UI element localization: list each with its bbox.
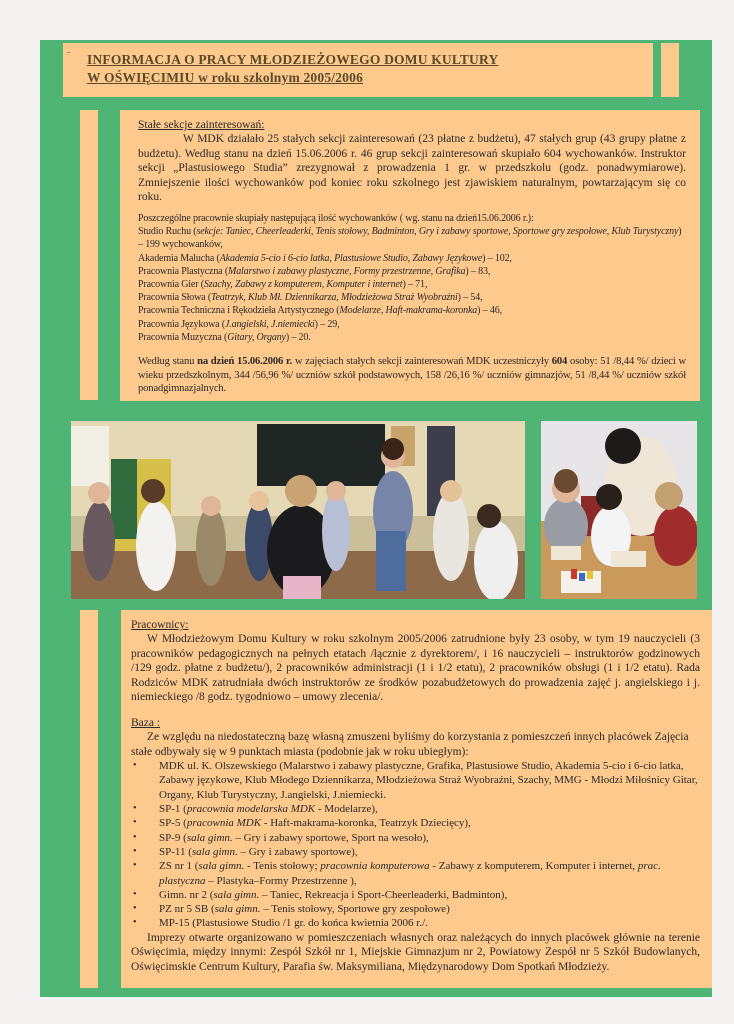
workshop-count: – 102, xyxy=(487,252,512,264)
section2-side-strip xyxy=(80,610,98,988)
location-text: PZ nr 5 SB ( xyxy=(159,903,215,916)
workshop-count: – 20. xyxy=(291,331,311,343)
location-item xyxy=(131,831,700,845)
location-item xyxy=(131,916,700,930)
workshop-count: – 54, xyxy=(463,292,483,304)
location-room: pracownia modelarska MDK xyxy=(186,803,316,816)
workshop-item: Pracownia Słowa (Teatrzyk, Klub Mł. Dziennikarza, Młodzieżowa Straż Wyobraźni) – 54, xyxy=(138,292,483,304)
workshop-count: – 46, xyxy=(482,305,502,317)
events-paragraph: Imprezy otwarte organizowano w pomieszczeniach własnych oraz należących do innych placówek głównie na terenie Oświęcimia, między innymi: Zespół Szkół nr 1, Miejskie Gimnazjum nr 2, Powiatowy Zespół nr 5 Szkół Budowlanych, Oświęcimskie Centrum Kultury, Parafia św. Maksymiliana, Międzynarodowy Dom Spotkań Młodzieży. xyxy=(131,931,700,973)
location-text: – Plastyka–Formy Przestrzenne ), xyxy=(205,874,357,887)
workshop-details: Gitary, Organy xyxy=(227,331,286,343)
location-text: – Gry i zabawy sportowe, Sport na wesoło), xyxy=(232,831,429,844)
photo-craft-table xyxy=(541,421,697,599)
summary-text: osoby: 51 /8,44 %/ dzieci w wieku przedszkolnym, 344 /56,96 %/ uczniów szkół podstawowych, 158 /26,16 %/ uczniów gimnazjów, 51 /8,44 %/ uczniów szkół ponadgimnazjalnych. xyxy=(138,356,686,395)
location-text: - Modelarze), xyxy=(315,803,378,816)
workshop-count: – 29, xyxy=(320,318,340,330)
location-room: pracownia komputerowa xyxy=(320,860,430,873)
workshop-details: Modelarze, Haft-makrama-koronka xyxy=(339,305,478,317)
workshop-name: Pracownia Muzyczna xyxy=(138,331,222,343)
location-text: - Zabawy z komputerem, Komputer i internet, xyxy=(429,860,638,873)
location-item xyxy=(131,816,700,830)
location-room: sala gimn. xyxy=(186,831,233,844)
location-item xyxy=(131,759,700,802)
workshop-details: Szachy, Zabawy z komputerem, Komputer i internet xyxy=(203,278,403,290)
location-room: sala gimn. xyxy=(191,845,238,858)
workshop-item: Pracownia Techniczna i Rękodzieła Artystycznego (Modelarze, Haft-makrama-koronka) – 46, xyxy=(138,305,502,317)
summary-date: na dzień 15.06.2006 r. xyxy=(197,356,293,367)
workshop-details: Teatrzyk, Klub Mł. Dziennikarza, Młodzieżowa Straż Wyobraźni xyxy=(211,292,458,304)
workshop-details: sekcje: Taniec, Cheerleaderki, Tenis stołowy, Badminton, Gry i zabawy sportowe, Sportowe gry zespołowe, Klub Turystyczny xyxy=(196,226,679,238)
location-text: - Haft-makrama-koronka, Teatrzyk Dziecięcy), xyxy=(261,817,471,830)
workshop-name: Pracownia Językowa xyxy=(138,318,220,330)
location-text: SP-9 ( xyxy=(159,831,187,844)
location-text: SP-11 ( xyxy=(159,845,192,858)
workshop-count: – 71, xyxy=(407,278,428,290)
section-pracownicy-baza xyxy=(121,610,712,988)
location-text: ZS nr 1 ( xyxy=(159,860,199,873)
section-title: Baza : xyxy=(131,716,161,729)
location-item xyxy=(131,888,700,902)
workshop-details: Akademia 5-cio i 6-cio latka, Plastusiowe Studio, Zabawy Językowe xyxy=(219,252,483,264)
summary-text: Według stanu xyxy=(138,356,198,367)
baza-intro: Ze względu na niedostateczną bazę własną zmuszeni byliśmy do korzystania z pomieszczeń innych placówek Zajęcia stałe odbywały się w 9 punktach miasta (podobnie jak w roku ubiegłym): xyxy=(131,730,689,758)
location-text: SP-1 ( xyxy=(159,803,187,816)
workshop-item: Pracownia Muzyczna (Gitary, Organy) – 20. xyxy=(138,331,311,343)
section-intro: W MDK działało 25 stałych sekcji zainteresowań (23 płatne z budżetu), 47 stałych grup (43 grupy płatne z budżetu). Według stanu na dzień 15.06.2006 r. 46 grup sekcji zainteresowań skupiało 604 wychowanków. Instruktor sekcji „Plastusiowego Studia” zrezygnował z prowadzenia 1 gr. w przedszkolu (godz. ponadwymiarowe). Zmniejszenie ilości wychowanków pod koniec roku szkolnego jest zjawiskiem naturalnym, powtarzającym się co roku. xyxy=(138,133,686,204)
section1-side-strip xyxy=(80,110,98,400)
workshop-item: Pracownia Gier (Szachy, Zabawy z komputerem, Komputer i internet) – 71, xyxy=(138,278,428,290)
location-room: prac. plastyczna xyxy=(159,860,661,887)
location-item xyxy=(131,859,700,888)
workshop-count: – 199 wychowanków, xyxy=(138,239,223,251)
header-side-strip xyxy=(661,43,679,97)
workshop-name: Pracownia Słowa xyxy=(138,292,206,304)
location-text: - Tenis stołowy; xyxy=(244,860,321,873)
workshop-name: Pracownia Techniczna i Rękodzieła Artystycznego xyxy=(138,305,334,317)
section-title: Pracownicy: xyxy=(131,619,189,631)
location-item xyxy=(131,802,700,816)
page-title xyxy=(87,51,498,87)
workshop-details: Malarstwo i zabawy plastyczne, Formy przestrzenne, Grafika xyxy=(228,265,466,277)
location-room: pracownia MDK xyxy=(186,817,262,830)
workshop-list xyxy=(138,212,686,344)
title-line-2: W OŚWIĘCIMIU w roku szkolnym 2005/2006 xyxy=(87,70,364,85)
summary-paragraph xyxy=(138,355,686,396)
workshop-name: Pracownia Plastyczna xyxy=(138,265,223,277)
workshop-name: Studio Ruchu xyxy=(138,226,191,238)
workshop-item: Pracownia Plastyczna (Malarstwo i zabawy plastyczne, Formy przestrzenne, Grafika) – 83, xyxy=(138,265,491,277)
location-text: MP-15 (Plastusiowe Studio /1 gr. do końca kwietnia 2006 r./. xyxy=(159,917,428,930)
workshop-name: Akademia Malucha xyxy=(138,252,215,264)
location-list xyxy=(131,759,700,931)
dash-mark: - xyxy=(67,47,71,58)
section-title: Stałe sekcje zainteresowań: xyxy=(138,119,265,131)
workshop-item: Studio Ruchu (sekcje: Taniec, Cheerleaderki, Tenis stołowy, Badminton, Gry i zabawy sportowe, Sportowe gry zespołowe, Klub Turystyczny) – 199 wychowanków, xyxy=(138,226,682,251)
title-line-1: INFORMACJA O PRACY MŁODZIEŻOWEGO DOMU KULTURY xyxy=(87,52,499,67)
location-room: sala gimn. xyxy=(213,888,260,901)
header-box xyxy=(63,43,653,97)
location-text: SP-5 ( xyxy=(159,817,187,830)
location-text: Gimn. nr 2 ( xyxy=(159,888,214,901)
location-text: – Taniec, Rekreacja i Sport-Cheerleaderki, Badminton), xyxy=(259,888,508,901)
workshop-list-intro: Poszczególne pracownie skupiały następującą ilość wychowanków ( wg. stanu na dzień15.06.2006 r.): xyxy=(138,212,534,224)
location-room: sala gimn. xyxy=(198,860,245,873)
photo-classroom-game xyxy=(71,421,525,599)
location-text: (Malarstwo i zabawy plastyczne, Grafika, Plastusiowe Studio, Akademia 5-cio i 6-cio latka, Zabawy językowe, Klub Młodego Dziennikarza, Młodzieżowa Straż Wyobraźni, Szachy, MMG - Młodzi Miłośnicy Gitar, Organy, Klub Turystyczny, J.angielski, J.niemiecki. xyxy=(159,760,698,801)
location-item xyxy=(131,902,700,916)
location-room: sala gimn. xyxy=(214,903,261,916)
workshop-item: Akademia Malucha (Akademia 5-cio i 6-cio latka, Plastusiowe Studio, Zabawy Językowe) – 102, xyxy=(138,252,512,264)
green-panel xyxy=(40,40,712,997)
workshop-name: Pracownia Gier xyxy=(138,278,199,290)
location-item xyxy=(131,845,700,859)
summary-total: 604 xyxy=(551,356,568,367)
location-text: – Gry i zabawy sportowe), xyxy=(237,845,358,858)
workshop-count: – 83, xyxy=(470,265,491,277)
section-stale-sekcje xyxy=(120,110,700,401)
location-text: MDK ul. K. Olszewskiego xyxy=(159,760,277,773)
location-text: – Tenis stołowy, Sportowe gry zespołowe) xyxy=(260,903,450,916)
summary-text: w zajęciach stałych sekcji zainteresowań MDK uczestniczyły xyxy=(292,356,552,367)
workshop-details: J.angielski, J.niemiecki xyxy=(224,318,315,330)
workshop-item: Pracownia Językowa (J.angielski, J.niemiecki) – 29, xyxy=(138,318,340,330)
photo-row xyxy=(40,408,712,608)
staff-paragraph: W Młodzieżowym Domu Kultury w roku szkolnym 2005/2006 zatrudnione były 23 osoby, w tym 19 nauczycieli (3 pracowników pedagogicznych na pełnych etatach /łącznie z dyrektorem/, i 16 nauczycieli – instruktorów godzinowych /129 godz. płatne z budżetu/), 2 pracowników administracji (1 i 1/2 etatu), 2 pracowników obsługi (1 i 1/2 etatu). Rada Rodziców MDK zatrudniała dwóch instruktorów ze środków pozabudżetowych do prowadzenia zajęć j. angielskiego i j. niemieckiego /8 godz. tygodniowo – umowy zlecenia/. xyxy=(131,633,700,704)
